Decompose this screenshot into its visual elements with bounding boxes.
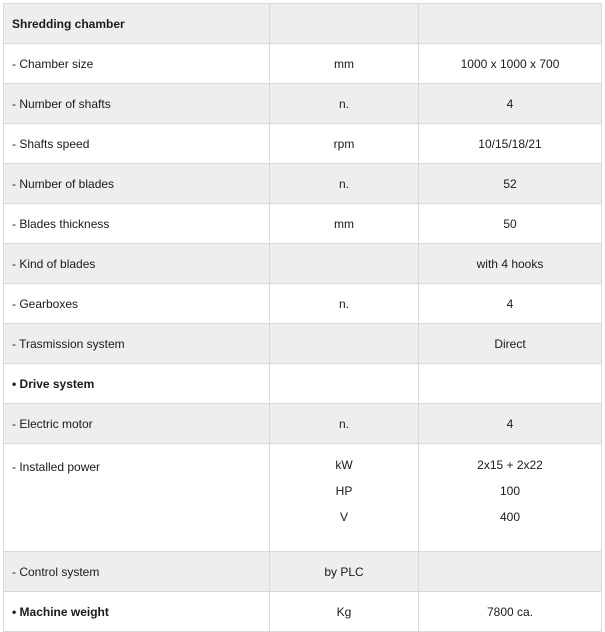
section-header-drive-system: • Drive system [4, 364, 270, 404]
unit-line: V [339, 510, 348, 524]
unit-cell [270, 324, 419, 364]
unit-cell: rpm [270, 124, 419, 164]
unit-cell: n. [270, 404, 419, 444]
unit-line: kW [335, 458, 353, 472]
row-label: - Blades thickness [4, 204, 270, 244]
value-cell: 4 [419, 84, 602, 124]
value-line: 100 [499, 484, 521, 498]
value-cell [419, 364, 602, 404]
unit-cell [270, 364, 419, 404]
table-row [4, 552, 602, 592]
unit-cell: mm [270, 44, 419, 84]
table-row [4, 204, 602, 244]
unit-cell: n. [270, 164, 419, 204]
unit-cell: n. [270, 84, 419, 124]
table-row [4, 84, 602, 124]
table-row [4, 164, 602, 204]
table-row [4, 592, 602, 632]
unit-cell: mm [270, 204, 419, 244]
value-cell: Direct [419, 324, 602, 364]
table-row [4, 364, 602, 404]
unit-cell: n. [270, 284, 419, 324]
table-row [4, 444, 602, 552]
row-label: - Control system [4, 552, 270, 592]
spec-table [3, 3, 602, 632]
value-line: 400 [499, 510, 521, 524]
value-cell: 50 [419, 204, 602, 244]
section-header-shredding-chamber: Shredding chamber [4, 4, 270, 44]
spec-table-wrapper [3, 3, 601, 632]
value-cell: 52 [419, 164, 602, 204]
row-label: - Kind of blades [4, 244, 270, 284]
unit-cell: Kg [270, 592, 419, 632]
row-label: - Shafts speed [4, 124, 270, 164]
row-label: - Installed power [4, 444, 270, 552]
table-row [4, 4, 602, 44]
table-row [4, 284, 602, 324]
row-label: - Chamber size [4, 44, 270, 84]
table-row [4, 44, 602, 84]
row-label: - Trasmission system [4, 324, 270, 364]
row-label: - Gearboxes [4, 284, 270, 324]
table-row [4, 244, 602, 284]
value-cell: 1000 x 1000 x 700 [419, 44, 602, 84]
value-cell [419, 552, 602, 592]
value-cell: 4 [419, 404, 602, 444]
row-label-machine-weight: • Machine weight [4, 592, 270, 632]
table-row [4, 324, 602, 364]
value-cell-multi [419, 444, 602, 552]
value-cell: 7800 ca. [419, 592, 602, 632]
value-line: 2x15 + 2x22 [477, 458, 543, 472]
row-label: - Number of blades [4, 164, 270, 204]
row-label: - Electric motor [4, 404, 270, 444]
table-row [4, 124, 602, 164]
row-label: - Number of shafts [4, 84, 270, 124]
value-cell: 4 [419, 284, 602, 324]
unit-cell: by PLC [270, 552, 419, 592]
value-cell [419, 4, 602, 44]
unit-line: HP [335, 484, 353, 498]
unit-cell-multi [270, 444, 419, 552]
unit-cell [270, 4, 419, 44]
value-cell: with 4 hooks [419, 244, 602, 284]
value-cell: 10/15/18/21 [419, 124, 602, 164]
unit-cell [270, 244, 419, 284]
table-row [4, 404, 602, 444]
